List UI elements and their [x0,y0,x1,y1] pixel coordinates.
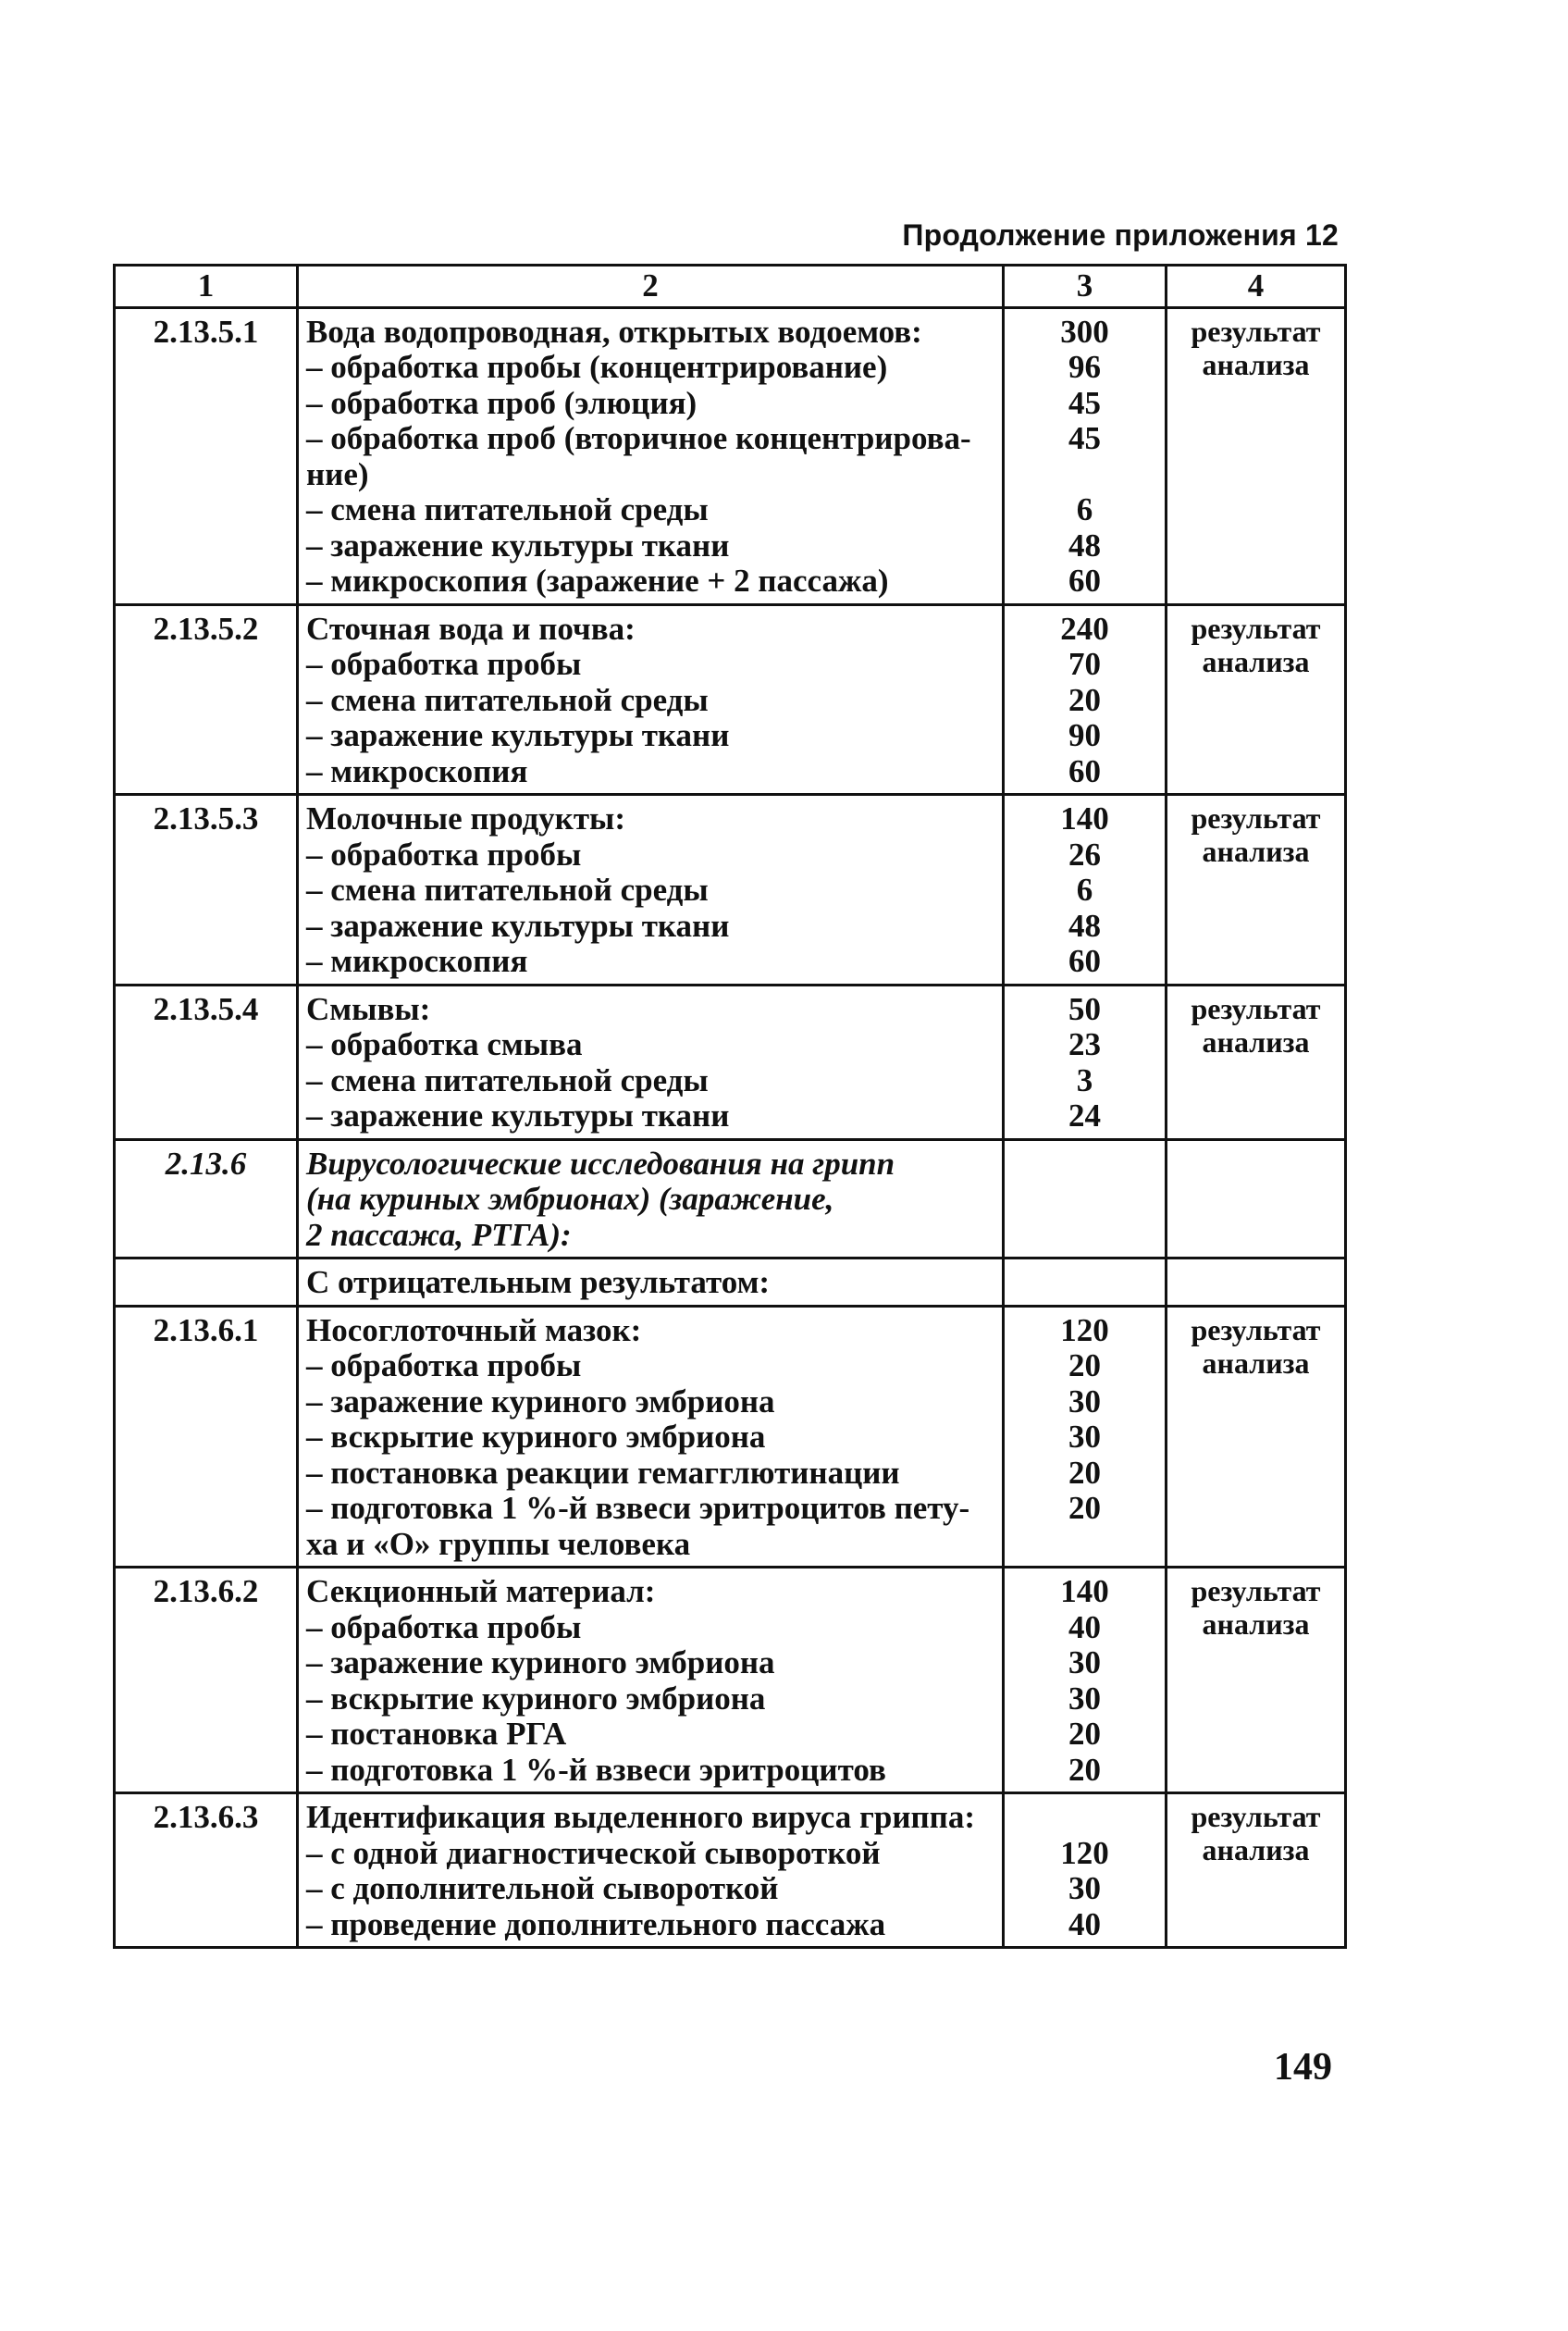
description-line: – заражение куриного эмбриона [306,1382,775,1420]
table-row [115,985,1346,1139]
value-line: 90 [1068,717,1101,753]
description-line: – обработка проб (вторичное концентрирова- [306,420,971,456]
description-line: С отрицательным результатом: [306,1264,771,1300]
value-line: 30 [1068,1382,1101,1420]
description-line: – с дополнительной сывороткой [306,1870,779,1906]
column-header-2: 2 [298,266,1004,308]
row-values [1004,307,1167,604]
value-line: 140 [1060,1573,1109,1609]
description-line: Сточная вода и почва: [306,610,636,647]
value-line: 120 [1060,1311,1109,1348]
row-values [1004,1568,1167,1793]
description-line: – постановка РГА [306,1716,567,1752]
value-line [1012,457,1157,493]
value-line: 30 [1068,1680,1101,1717]
description-line: – вскрытие куриного эмбриона [306,1419,766,1455]
result-line: анализа [1202,835,1310,868]
result-line: анализа [1202,347,1310,381]
result-line: анализа [1202,644,1310,678]
description-line: – обработка смыва [306,1026,583,1062]
row-description [298,1306,1004,1568]
description-line: (на куриных эмбрионах) (заражение, [306,1181,834,1217]
row-description [298,1139,1004,1258]
row-values [1004,1793,1167,1948]
value-line: 240 [1060,610,1109,647]
table-row [115,1258,1346,1307]
value-line: 20 [1068,1454,1101,1491]
page-number: 149 [1274,2046,1332,2089]
description-line: – обработка пробы [306,836,582,873]
row-description [298,795,1004,986]
value-line: 20 [1068,681,1101,718]
column-header-4: 4 [1167,266,1346,308]
table-row [115,1568,1346,1793]
value-line: 6 [1076,491,1093,527]
table-row [115,1306,1346,1568]
row-values [1004,1306,1167,1568]
row-values [1004,1139,1167,1258]
value-line: 300 [1060,313,1109,350]
result-line: результат [1191,1574,1321,1607]
value-line: 20 [1068,1347,1101,1383]
result-line: результат [1191,1312,1321,1346]
value-line: 20 [1068,1751,1101,1788]
value-line: 23 [1068,1026,1101,1062]
row-description [298,604,1004,795]
description-line: – подготовка 1 %-й взвеси эритроцитов [306,1751,886,1788]
value-line: 30 [1068,1644,1101,1680]
description-line: – проведение дополнительного пассажа [306,1905,886,1942]
description-line: – заражение культуры ткани [306,527,730,564]
norms-table [113,264,1347,1949]
description-line: – с одной диагностической сывороткой [306,1834,881,1871]
description-line: – смена питательной среды [306,681,709,718]
column-header-3: 3 [1004,266,1167,308]
row-code: 2.13.6.3 [115,1793,298,1948]
description-line: – обработка проб (элюция) [306,384,698,421]
description-line: Секционный материал: [306,1573,656,1609]
value-line: 96 [1068,349,1101,385]
result-line: анализа [1202,1345,1310,1380]
row-result [1167,795,1346,986]
row-result [1167,604,1346,795]
table-caption: Продолжение приложения 12 [902,218,1339,252]
description-line: – заражение культуры ткани [306,1097,730,1134]
row-values [1004,604,1167,795]
description-line: 2 пассажа, РТГА): [306,1216,572,1253]
row-code: 2.13.6.2 [115,1568,298,1793]
row-description [298,985,1004,1139]
row-code: 2.13.5.4 [115,985,298,1139]
table-row [115,1139,1346,1258]
value-line: 120 [1060,1834,1109,1871]
value-line: 50 [1068,990,1101,1027]
value-line: 140 [1060,800,1109,837]
description-line: – микроскопия [306,752,528,789]
value-line: 40 [1068,1905,1101,1942]
row-description [298,1568,1004,1793]
table-row [115,604,1346,795]
description-line: Носоглоточный мазок: [306,1311,642,1348]
description-line: – подготовка 1 %-й взвеси эритроцитов пету- [306,1490,970,1526]
table-row [115,1793,1346,1948]
description-line: Вирусологические исследования на грипп [306,1145,895,1182]
result-line: анализа [1202,1833,1310,1866]
result-line: результат [1191,801,1321,835]
description-line: – заражение культуры ткани [306,907,730,944]
value-line: 26 [1068,836,1101,873]
description-line: Вода водопроводная, открытых водоемов: [306,313,922,350]
description-line: – заражение куриного эмбриона [306,1644,775,1680]
description-line: Идентификация выделенного вируса гриппа: [306,1799,975,1835]
table-body [115,307,1346,1948]
row-description [298,1258,1004,1307]
table-row [115,795,1346,986]
result-line: анализа [1202,1607,1310,1641]
row-result [1167,1568,1346,1793]
description-line: – микроскопия (заражение + 2 пассажа) [306,563,889,599]
description-line: – постановка реакции гемагглютинации [306,1454,900,1491]
result-line: результат [1191,991,1321,1025]
value-line [1012,1800,1157,1836]
description-line: Смывы: [306,990,431,1027]
row-result [1167,1793,1346,1948]
table-row [115,307,1346,604]
row-result [1167,1258,1346,1307]
value-line: 70 [1068,646,1101,682]
value-line: 6 [1076,872,1093,908]
result-line: результат [1191,1800,1321,1833]
value-line: 20 [1068,1490,1101,1526]
row-result [1167,1139,1346,1258]
row-code: 2.13.5.2 [115,604,298,795]
description-line: ха и «О» группы человека [306,1525,691,1562]
value-line: 20 [1068,1716,1101,1752]
description-line: – микроскопия [306,943,528,979]
value-line: 3 [1076,1061,1093,1098]
row-result [1167,985,1346,1139]
result-line: анализа [1202,1024,1310,1059]
row-code [115,1258,298,1307]
value-line: 60 [1068,563,1101,599]
table-header-row [115,266,1346,308]
description-line: – смена питательной среды [306,872,709,908]
row-values [1004,985,1167,1139]
value-line: 30 [1068,1419,1101,1455]
value-line: 48 [1068,907,1101,944]
row-result [1167,307,1346,604]
value-line: 60 [1068,752,1101,789]
row-description [298,1793,1004,1948]
row-code: 2.13.6.1 [115,1306,298,1568]
description-line: – обработка пробы [306,1347,582,1383]
description-line: – обработка пробы [306,1608,582,1645]
row-result [1167,1306,1346,1568]
row-code: 2.13.6 [115,1139,298,1258]
value-line [1012,1527,1157,1563]
result-line: результат [1191,611,1321,645]
row-code: 2.13.5.1 [115,307,298,604]
row-values [1004,795,1167,986]
value-line: 30 [1068,1870,1101,1906]
value-line: 45 [1068,384,1101,421]
value-line: 40 [1068,1608,1101,1645]
row-code: 2.13.5.3 [115,795,298,986]
row-values [1004,1258,1167,1307]
description-line: – вскрытие куриного эмбриона [306,1680,766,1717]
description-line: – обработка пробы (концентрирование) [306,349,888,385]
value-line: 24 [1068,1097,1101,1134]
result-line: результат [1191,314,1321,348]
value-line: 60 [1068,943,1101,979]
description-line: – заражение культуры ткани [306,717,730,753]
description-line: ние) [306,455,369,492]
value-line: 45 [1068,420,1101,456]
description-line: – смена питательной среды [306,491,709,527]
description-line: – обработка пробы [306,646,582,682]
description-line: – смена питательной среды [306,1061,709,1098]
value-line: 48 [1068,527,1101,564]
column-header-1: 1 [115,266,298,308]
row-description [298,307,1004,604]
description-line: Молочные продукты: [306,800,626,837]
